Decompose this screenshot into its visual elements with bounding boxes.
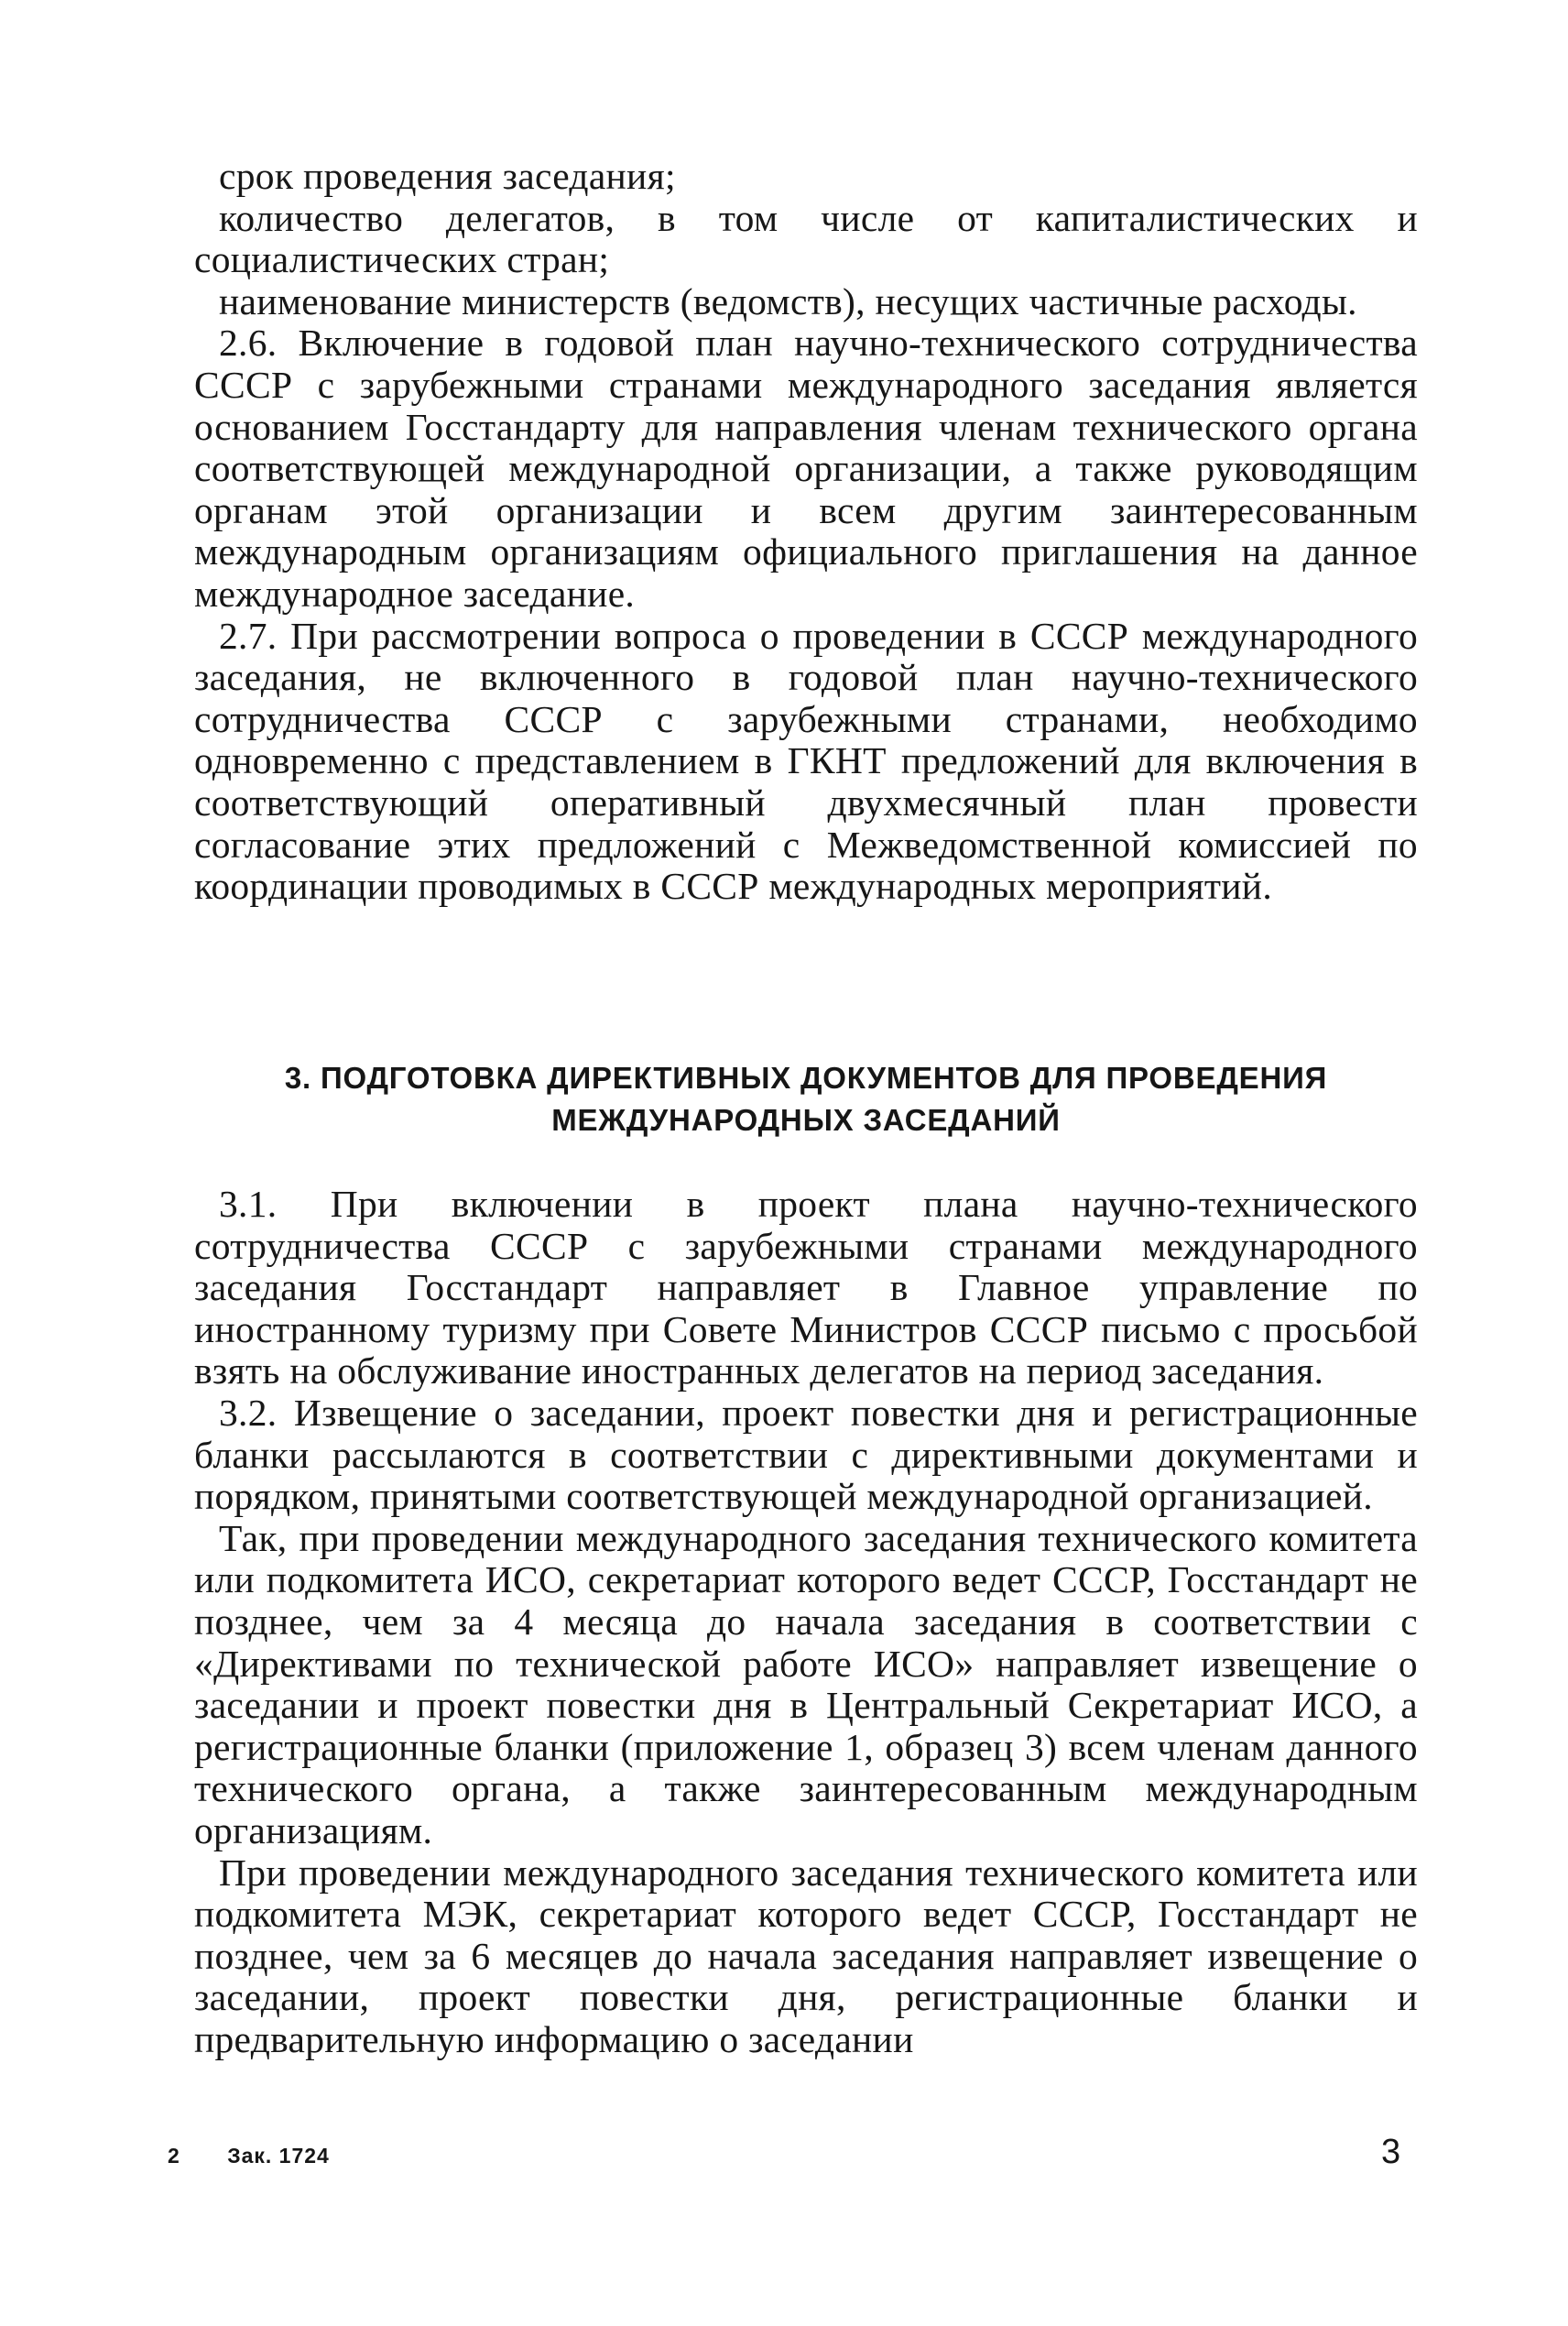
section-heading-line-2: МЕЖДУНАРОДНЫХ ЗАСЕДАНИЙ — [551, 1103, 1061, 1137]
list-item-delegates-count: количество делегатов, в том числе от капиталистических и социалистических стран; — [194, 196, 1418, 281]
signature-mark: 2 — [168, 2144, 180, 2168]
body-text-bottom — [194, 1184, 1418, 2060]
print-footer — [168, 2144, 330, 2168]
paragraph-2-7: 2.7. При рассмотрении вопроса о проведении в СССР международного заседания, не включенного в годовой план научно-технического сотрудничества СССР с зарубежными странами, необходимо одновременно с представлением в ГКНТ предложений для включения в соответствующий оперативный двухмесячный план провести согласование этих предложений с Межведомственной комиссией по координации проводимых в СССР международных мероприятий. — [194, 614, 1418, 908]
section-heading-line-1: 3. ПОДГОТОВКА ДИРЕКТИВНЫХ ДОКУМЕНТОВ ДЛЯ ПРОВЕДЕНИЯ — [284, 1061, 1328, 1095]
paragraph-2-6: 2.6. Включение в годовой план научно-технического сотрудничества СССР с зарубежными странами международного заседания является основанием Госстандарту для направления членам технического органа соответствующей международной организации, а также руководящим органам этой организации и всем другим заинтересованным международным организациям официального приглашения на данное международное заседание. — [194, 322, 1418, 615]
paragraph-iso-procedure: Так, при проведении международного заседания технического комитета или подкомитета ИСО, секретариат которого ведет СССР, Госстандарт не позднее, чем за 4 месяца до начала заседания в соответствии с «Директивами по технической работе ИСО» направляет извещение о заседании и проект повестки дня в Центральный Секретариат ИСО, а регистрационные бланки (приложение 1, образец 3) всем членам данного технического органа, а также заинтересованным международным организациям. — [194, 1516, 1418, 1851]
paragraph-3-1: 3.1. При включении в проект плана научно-технического сотрудничества СССР с зарубежными странами международного заседания Госстандарт направляет в Главное управление по иностранному туризму при Совете Министров СССР письмо с просьбой взять на обслуживание иностранных делегатов на период заседания. — [194, 1183, 1418, 1392]
body-text-top — [194, 156, 1418, 908]
list-item-ministries: наименование министерств (ведомств), несущих частичные расходы. — [219, 279, 1357, 322]
list-item-meeting-date: срок проведения заседания; — [219, 155, 676, 197]
paragraph-iec-procedure: При проведении международного заседания технического комитета или подкомитета МЭК, секретариат которого ведет СССР, Госстандарт не позднее, чем за 6 месяцев до начала заседания направляет извещение о заседании, проект повестки дня, регистрационные бланки и предварительную информацию о заседании — [194, 1851, 1418, 2060]
paragraph-3-2: 3.2. Извещение о заседании, проект повестки дня и регистрационные бланки рассылаются в соответствии с директивными документами и порядком, принятыми соответствующей международной организацией. — [194, 1391, 1418, 1518]
section-heading — [194, 1057, 1418, 1141]
order-number: Зак. 1724 — [227, 2144, 330, 2168]
page-number: 3 — [1381, 2133, 1401, 2171]
